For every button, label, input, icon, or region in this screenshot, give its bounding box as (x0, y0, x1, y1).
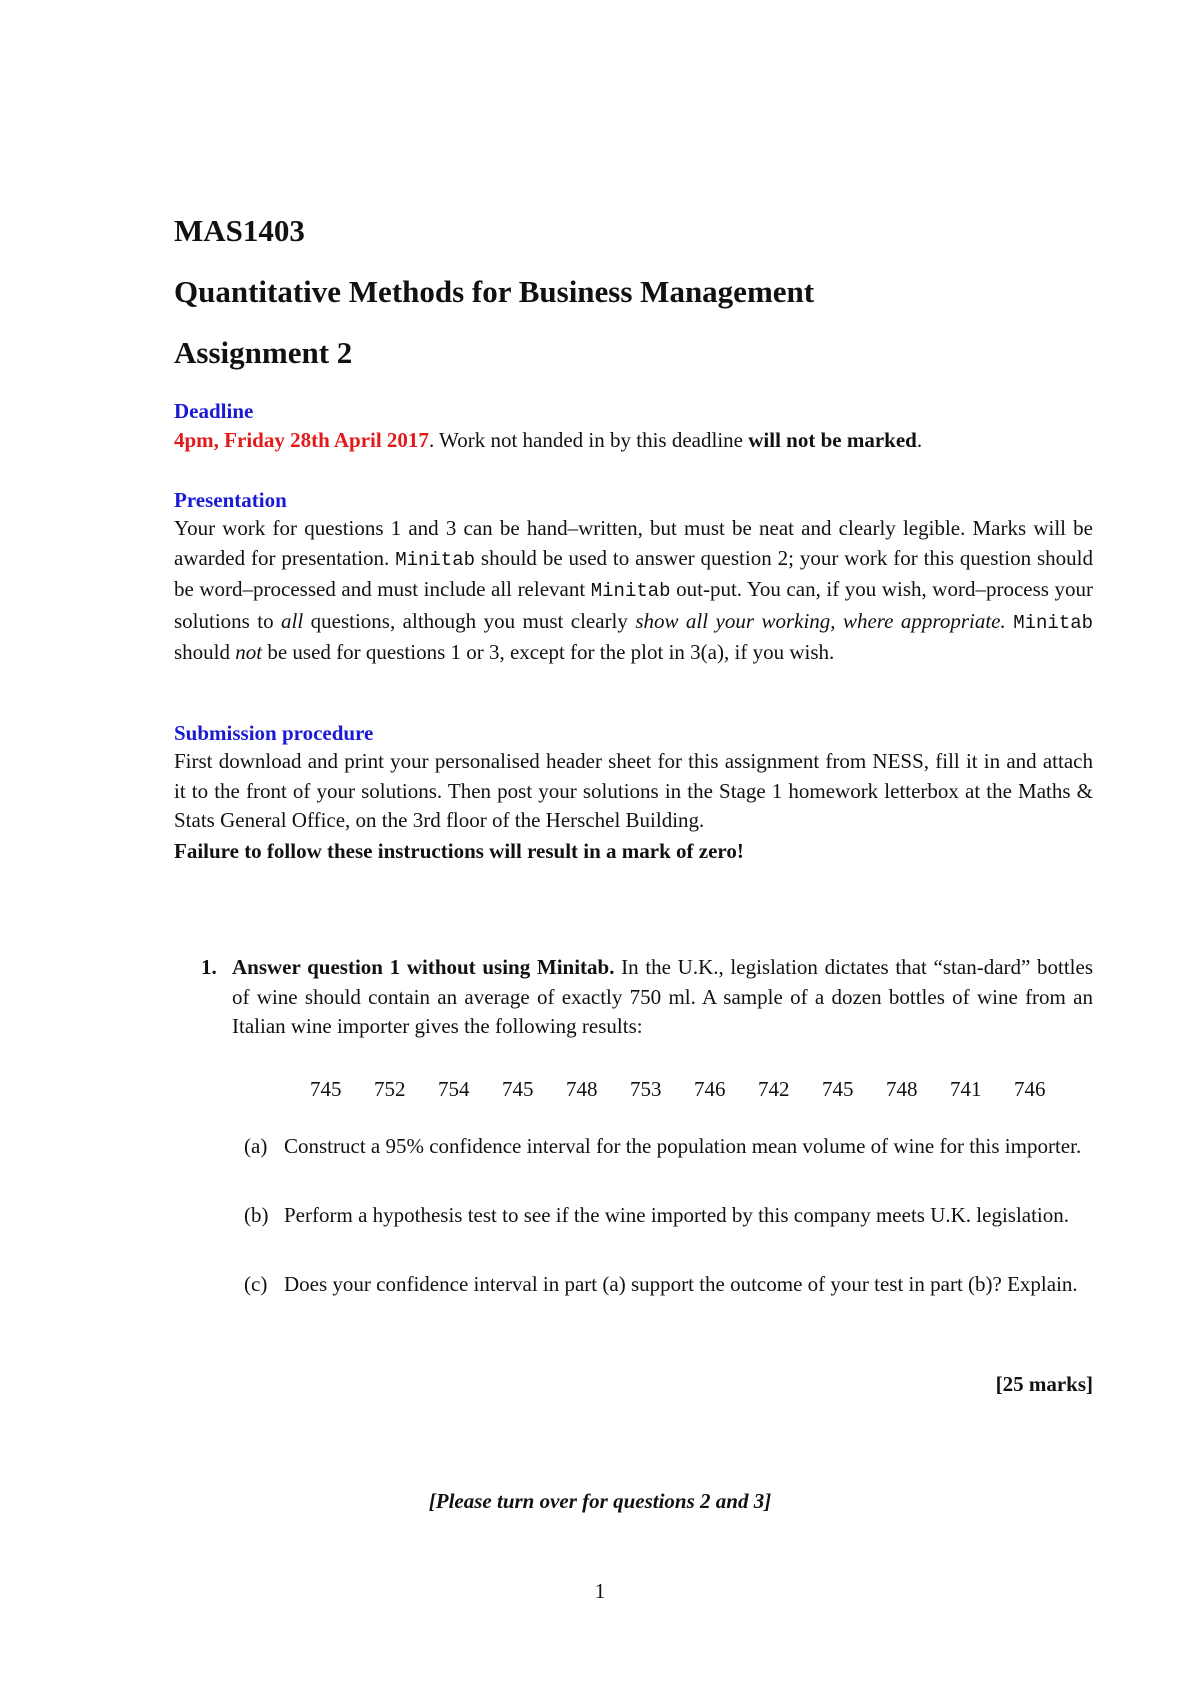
turn-over-note: [Please turn over for questions 2 and 3] (428, 1489, 772, 1513)
deadline-emphasis: will not be marked (748, 428, 917, 452)
sample-value: 748 (886, 1077, 918, 1101)
minitab-term: Minitab (590, 580, 671, 602)
deadline-heading: Deadline (174, 399, 254, 423)
sample-value: 752 (374, 1077, 406, 1101)
sample-value: 746 (694, 1077, 726, 1101)
submission-warning: Failure to follow these instructions will result in a mark of zero! (174, 839, 744, 863)
page-number: 1 (594, 1579, 606, 1603)
minitab-term: Minitab (1013, 611, 1094, 634)
sample-values (310, 1075, 1078, 1103)
course-title: Quantitative Methods for Business Management (174, 274, 815, 309)
question-number: 1. (201, 955, 217, 979)
submission-text: First download and print your personalised header sheet for this assignment from NESS, fill it in and attach it to the front of your solutions. Then post your solutions in the Stage 1 homework letterbox at the Maths & Stats General Office, on the 3rd floor of the Herschel Building. (174, 749, 1093, 832)
submission-heading: Submission procedure (174, 721, 374, 745)
sample-value: 754 (438, 1077, 470, 1101)
question-lead: Answer question 1 without using Minitab. (232, 955, 615, 979)
course-code: MAS1403 (174, 213, 305, 248)
question-part-b: (b) Perform a hypothesis test to see if the wine imported by this company meets U.K. legislation. (244, 1203, 1070, 1227)
minitab-term: Minitab (395, 548, 476, 571)
sample-value: 745 (310, 1077, 342, 1101)
presentation-text: Your work for questions 1 and 3 can be hand–written, but must be neat and clearly legible. Marks will be awarded for presentation. Minitab should be used to answer question 2; your work for this question should be word–processed and must include all relevant Minitab out-put. You can, if you wish, word–process your solutions to all questions, although you must clearly show all your working, where appropriate. Minitab should not be used for questions 1 or 3, except for the plot in 3(a), if you wish. (174, 516, 1094, 664)
question-part-c: (c) Does your confidence interval in part (a) support the outcome of your test in part (b)? Explain. (244, 1272, 1078, 1296)
presentation-heading: Presentation (174, 488, 287, 512)
sample-value: 745 (502, 1077, 534, 1101)
question-part-a: (a) Construct a 95% confidence interval for the population mean volume of wine for this importer. (244, 1134, 1082, 1158)
sample-value: 748 (566, 1077, 598, 1101)
sample-value: 753 (630, 1077, 662, 1101)
sample-value: 741 (950, 1077, 982, 1101)
deadline-text: 4pm, Friday 28th April 2017. Work not handed in by this deadline will not be marked. (174, 428, 923, 452)
sample-value: 745 (822, 1077, 854, 1101)
assignment-title: Assignment 2 (174, 335, 353, 370)
sample-value: 746 (1014, 1077, 1046, 1101)
marks: [25 marks] (995, 1372, 1093, 1396)
sample-value: 742 (758, 1077, 790, 1101)
deadline-date: 4pm, Friday 28th April 2017 (174, 428, 429, 452)
question-text: Answer question 1 without using Minitab. In the U.K., legislation dictates that “stan-dard” bottles of wine should contain an average of exactly 750 ml. A sample of a dozen bottles of wine from an Italian wine importer gives the following results: (232, 955, 1093, 1038)
